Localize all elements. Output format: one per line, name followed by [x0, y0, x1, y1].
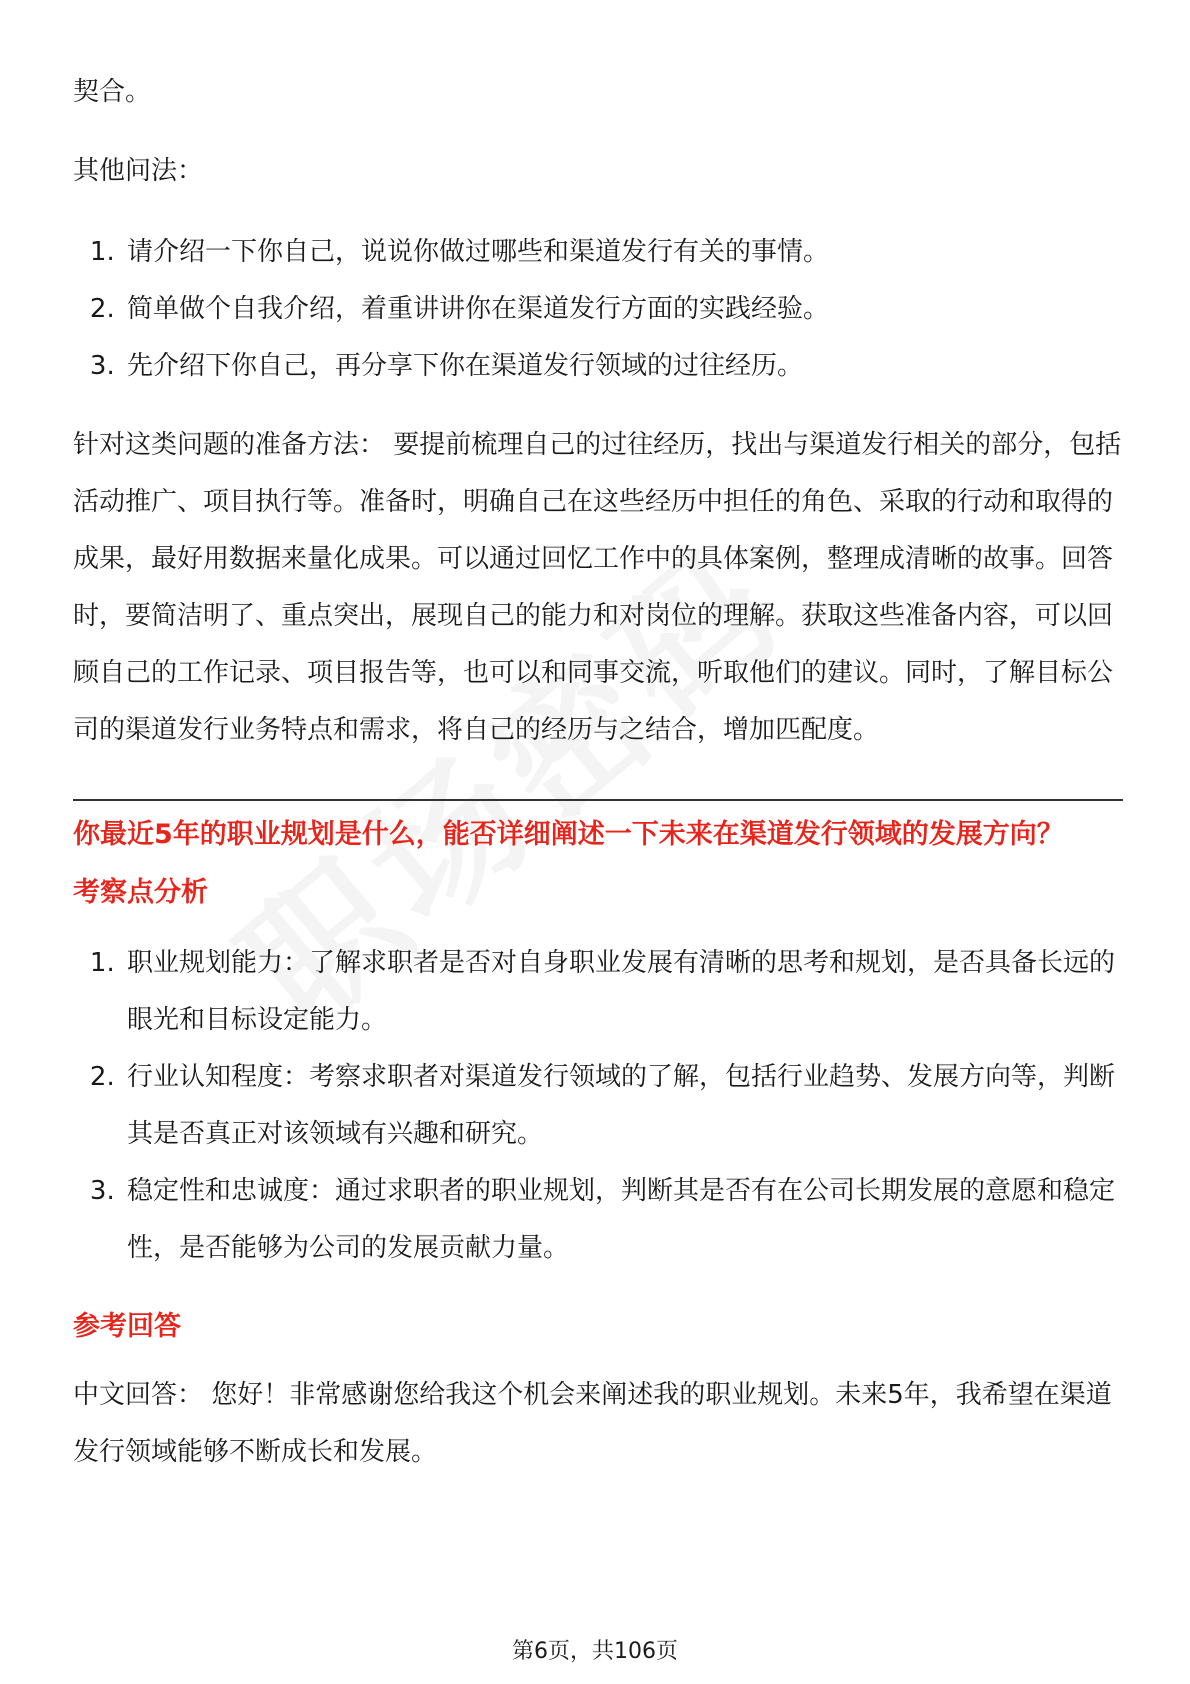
- list-item: 2. 行业认知程度：考察求职者对渠道发行领域的了解，包括行业趋势、发展方向等，判断其是否真正对该领域有兴趣和研究。: [123, 1049, 1123, 1163]
- prep-method-paragraph: 针对这类问题的准备方法： 要提前梳理自己的过往经历，找出与渠道发行相关的部分，包括活动推广、项目执行等。准备时，明确自己在这些经历中担任的角色、采取的行动和取得的成果，最好用数据来量化成果。可以通过回忆工作中的具体案例，整理成清晰的故事。回答时，要简洁明了、重点突出，展现自己的能力和对岗位的理解。获取这些准备内容，可以回顾自己的工作记录、项目报告等，也可以和同事交流，听取他们的建议。同时，了解目标公司的渠道发行业务特点和需求，将自己的经历与之结合，增加匹配度。: [73, 430, 1122, 745]
- other-questions-list: [73, 224, 1123, 395]
- list-item: 1. 请介绍一下你自己，说说你做过哪些和渠道发行有关的事情。: [123, 224, 1123, 281]
- page-content: [73, 64, 1123, 1481]
- section-divider: [73, 799, 1123, 801]
- analysis-heading: 考察点分析: [73, 877, 208, 908]
- reference-heading: 参考回答: [73, 1311, 181, 1342]
- other-questions-label: 其他问法：: [73, 156, 204, 186]
- page-number: 第6页，共106页: [512, 1639, 678, 1664]
- list-item: 1. 职业规划能力：了解求职者是否对自身职业发展有清晰的思考和规划，是否具备长远的眼光和目标设定能力。: [123, 935, 1123, 1049]
- analysis-points-list: [73, 935, 1123, 1277]
- interview-question: 你最近5年的职业规划是什么，能否详细阐述一下未来在渠道发行领域的发展方向？: [73, 819, 1064, 850]
- intro-fragment: 契合。: [73, 77, 152, 107]
- list-item: 2. 简单做个自我介绍，着重讲讲你在渠道发行方面的实践经验。: [123, 281, 1123, 338]
- list-item: 3. 稳定性和忠诚度：通过求职者的职业规划，判断其是否有在公司长期发展的意愿和稳定性，是否能够为公司的发展贡献力量。: [123, 1163, 1123, 1277]
- list-item: 3. 先介绍下你自己，再分享下你在渠道发行领域的过往经历。: [123, 338, 1123, 395]
- reference-answer: 中文回答： 您好！非常感谢您给我这个机会来阐述我的职业规划。未来5年，我希望在渠道发行领域能够不断成长和发展。: [73, 1380, 1112, 1467]
